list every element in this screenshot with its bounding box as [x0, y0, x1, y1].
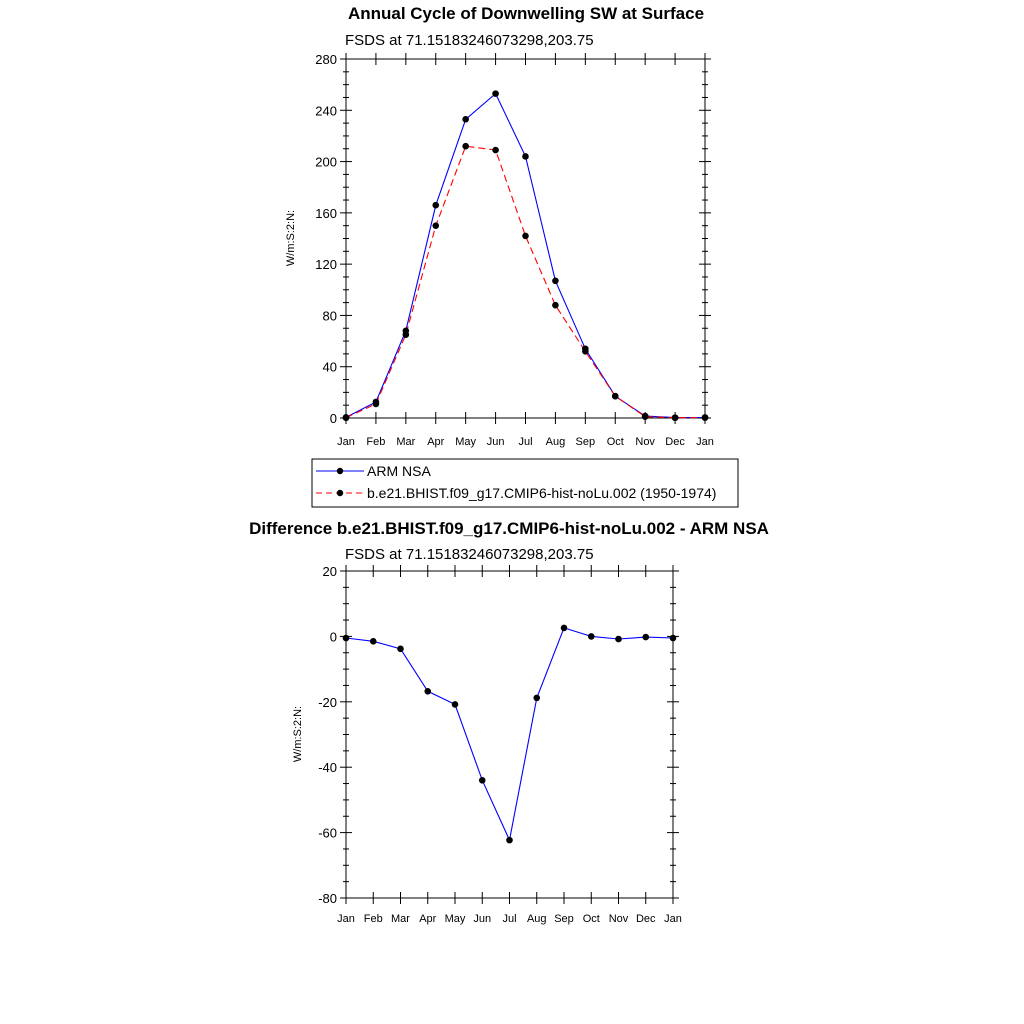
y-tick-label: 160: [315, 205, 337, 221]
y-axis-label: W/m:S:2:N:: [285, 209, 297, 267]
x-tick-label: Feb: [363, 913, 383, 925]
x-tick-labels: [337, 436, 714, 448]
x-tick-label: Nov: [635, 436, 655, 448]
data-point-marker: [506, 837, 513, 844]
difference-title: Difference b.e21.BHIST.f09_g17.CMIP6-hist-noLu.002 - ARM NSA: [249, 519, 769, 538]
x-tick-label: Aug: [526, 913, 547, 925]
y-tick-label: 0: [329, 411, 337, 426]
difference-series-line: [346, 628, 673, 840]
y-tick-label: -60: [318, 825, 337, 841]
data-point-marker: [642, 413, 649, 420]
y-tick-label: -40: [318, 760, 337, 776]
y-tick-label: 0: [329, 629, 337, 645]
data-point-marker: [552, 278, 559, 285]
x-tick-label: Mar: [396, 436, 416, 448]
difference-panel: [249, 519, 769, 925]
series-line-0: [346, 94, 705, 418]
data-point-marker: [492, 147, 499, 154]
x-tick-label: Jul: [518, 436, 533, 448]
y-tick-label: 80: [322, 308, 337, 324]
legend: [312, 459, 738, 507]
data-point-marker: [370, 638, 377, 645]
legend-label-model: b.e21.BHIST.f09_g17.CMIP6-hist-noLu.002 (1950-1974): [367, 485, 717, 501]
x-tick-label: Oct: [606, 436, 624, 448]
y-tick-label: 20: [322, 564, 337, 579]
x-tick-label: Dec: [665, 436, 685, 448]
x-tick-label: Feb: [366, 436, 386, 448]
data-point-marker: [432, 222, 439, 229]
data-point-marker: [343, 414, 350, 421]
y-tick-label: 120: [315, 257, 337, 273]
x-tick-label: Nov: [608, 913, 629, 925]
y-tick-label: 40: [322, 359, 337, 375]
x-tick-label: Jul: [502, 913, 517, 925]
x-tick-label: Mar: [391, 913, 410, 925]
data-point-marker: [522, 233, 529, 240]
x-tick-label: May: [455, 436, 477, 448]
x-tick-label: Oct: [582, 913, 600, 925]
data-point-marker: [403, 331, 410, 338]
data-point-marker: [561, 625, 568, 632]
data-point-marker: [479, 777, 486, 784]
difference-x-tick-labels: [337, 913, 682, 925]
data-point-marker: [612, 393, 619, 400]
difference-series-markers: [343, 625, 677, 844]
data-point-marker: [702, 414, 709, 421]
x-tick-label: Sep: [554, 913, 574, 925]
difference-y-tick-labels: [318, 564, 337, 906]
data-point-marker: [397, 646, 404, 653]
data-point-marker: [672, 414, 679, 421]
data-point-marker: [343, 635, 350, 642]
difference-plot-frame: [346, 571, 673, 898]
y-tick-label: -80: [318, 891, 337, 906]
y-tick-label: 280: [315, 52, 337, 67]
data-point-marker: [452, 701, 459, 708]
x-tick-label: Apr: [419, 913, 437, 925]
x-tick-label: Apr: [427, 436, 445, 448]
difference-subtitle: FSDS at 71.15183246073298,203.75: [345, 546, 594, 563]
legend-label-arm-nsa: ARM NSA: [367, 463, 431, 479]
x-tick-label: Jun: [473, 913, 492, 925]
data-point-marker: [642, 634, 649, 641]
data-point-marker: [588, 633, 595, 640]
x-tick-label: Jan: [664, 913, 682, 925]
annual-cycle-panel: [285, 4, 714, 448]
y-tick-label: 240: [315, 103, 337, 119]
y-tick-labels: [315, 52, 337, 426]
legend-marker-arm-nsa: [337, 468, 343, 474]
data-point-marker: [522, 153, 529, 160]
y-tick-label: -20: [318, 694, 337, 710]
x-tick-label: Aug: [545, 436, 566, 448]
series-lines: [346, 94, 705, 418]
data-point-marker: [462, 116, 469, 123]
series-line-0: [346, 628, 673, 840]
chart-title: Annual Cycle of Downwelling SW at Surface: [347, 4, 705, 23]
legend-marker-model: [337, 490, 343, 496]
x-tick-label: May: [444, 913, 466, 925]
data-point-marker: [552, 302, 559, 309]
data-point-marker: [462, 143, 469, 150]
x-tick-label: Sep: [575, 436, 596, 448]
x-tick-label: Jan: [696, 436, 714, 448]
y-tick-label: 200: [315, 154, 337, 170]
difference-y-axis-label: W/m:S:2:N:: [292, 705, 304, 763]
chart-subtitle: FSDS at 71.15183246073298,203.75: [345, 32, 594, 49]
data-point-marker: [533, 695, 540, 702]
series-line-1: [346, 146, 705, 418]
data-point-marker: [670, 635, 677, 642]
difference-axis-ticks: [340, 565, 679, 904]
data-point-marker: [424, 688, 431, 695]
data-point-marker: [615, 636, 622, 643]
series-markers: [343, 90, 709, 421]
x-tick-label: Jan: [337, 913, 355, 925]
data-point-marker: [373, 401, 380, 408]
x-tick-label: Jan: [337, 436, 355, 448]
data-point-marker: [582, 348, 589, 355]
x-tick-label: Jun: [486, 436, 505, 448]
data-point-marker: [432, 202, 439, 209]
data-point-marker: [492, 90, 499, 97]
x-tick-label: Dec: [635, 913, 656, 925]
